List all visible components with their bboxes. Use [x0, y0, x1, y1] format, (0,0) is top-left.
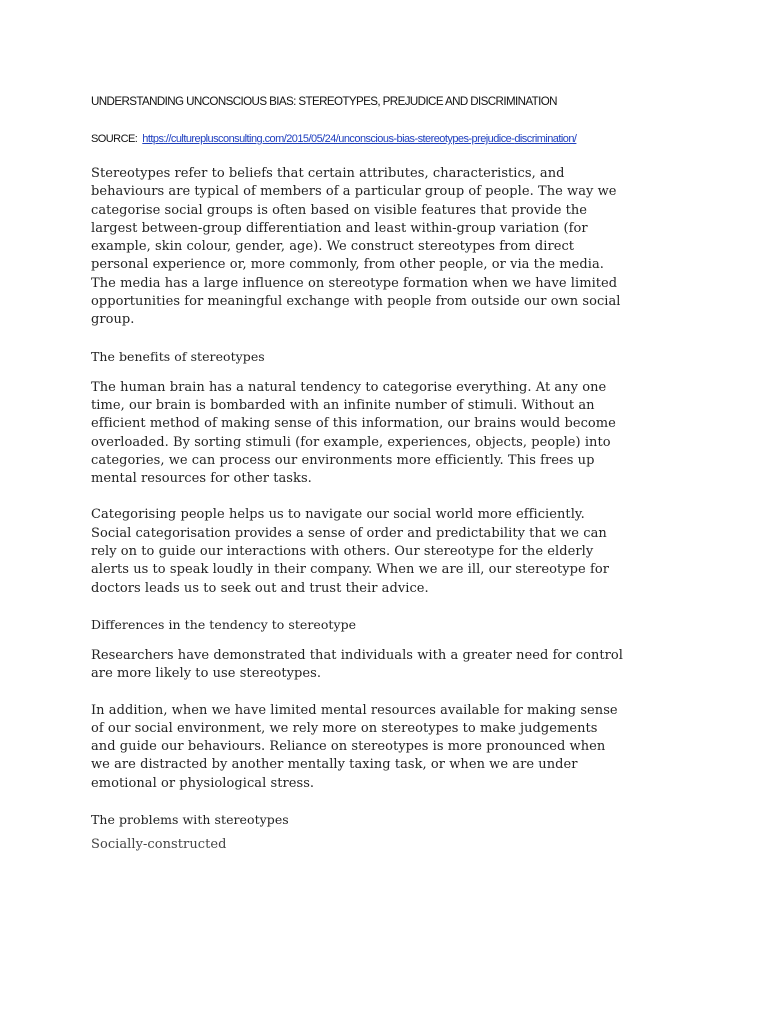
text-line: mental resources for other tasks. [91, 471, 312, 487]
text-line: are more likely to use stereotypes. [91, 666, 322, 682]
document-page [91, 95, 687, 854]
subheading-socially-constructed: Socially-constructed [91, 837, 227, 853]
source-url-part-1[interactable]: https://cultureplusconsulting.com/2015/05/24/unconscious-bias-stereotypes-prejudice- [142, 133, 515, 145]
text-line: The media has a large influence on stereotype formation when we have limited [91, 275, 618, 291]
text-line: group. [91, 312, 135, 328]
document-title: UNDERSTANDING UNCONSCIOUS BIAS: STEREOTYPES, PREJUDICE AND DISCRIMINATION [91, 95, 557, 108]
text-line: The human brain has a natural tendency to categorise everything. At any one [91, 379, 607, 395]
source-link[interactable] [142, 133, 576, 145]
text-line: alerts us to speak loudly in their company. When we are ill, our stereotype for [91, 562, 609, 578]
text-line: categorise social groups is often based on visible features that provide the [91, 202, 588, 218]
text-line: In addition, when we have limited mental resources available for making sense [91, 702, 618, 718]
paragraph-stereotypes-definition [91, 165, 687, 330]
text-line: behaviours are typical of members of a particular group of people. The way we [91, 184, 617, 200]
text-line: of our social environment, we rely more on stereotypes to make judgements [91, 720, 598, 736]
section-heading-differences: Differences in the tendency to stereotype [91, 616, 357, 632]
text-line: categories, we can process our environments more efficiently. This frees up [91, 452, 595, 468]
text-line: efficient method of making sense of this information, our brains would become [91, 416, 616, 432]
text-line: rely on to guide our interactions with others. Our stereotype for the elderly [91, 544, 594, 560]
text-line: and guide our behaviours. Reliance on stereotypes is more pronounced when [91, 739, 606, 755]
text-line: largest between-group differentiation and least within-group variation (for [91, 220, 588, 236]
paragraph-categorising-people [91, 506, 687, 597]
source-url-part-2[interactable]: discrimination/ [514, 133, 577, 145]
text-line: overloaded. By sorting stimuli (for example, experiences, objects, people) into [91, 434, 611, 450]
text-line: time, our brain is bombarded with an infinite number of stimuli. Without an [91, 397, 595, 413]
text-line: opportunities for meaningful exchange with people from outside our own social [91, 294, 621, 310]
text-line: we are distracted by another mentally taxing task, or when we are under [91, 757, 578, 773]
text-line: Categorising people helps us to navigate our social world more efficiently. [91, 507, 585, 523]
text-line: emotional or physiological stress. [91, 775, 315, 791]
text-line: Stereotypes refer to beliefs that certain attributes, characteristics, and [91, 166, 565, 181]
section-heading-problems: The problems with stereotypes [91, 812, 289, 828]
text-line: doctors leads us to seek out and trust their advice. [91, 580, 429, 596]
paragraph-researchers [91, 647, 687, 684]
paragraph-limited-resources [91, 702, 687, 793]
text-line: example, skin colour, gender, age). We construct stereotypes from direct [91, 239, 575, 255]
text-line: Researchers have demonstrated that individuals with a greater need for control [91, 647, 624, 663]
section-heading-benefits: The benefits of stereotypes [91, 348, 265, 364]
text-line: personal experience or, more commonly, from other people, or via the media. [91, 257, 604, 273]
paragraph-brain-categorise [91, 379, 687, 489]
source-line [91, 131, 631, 147]
source-label: SOURCE: [91, 133, 138, 145]
text-line: Social categorisation provides a sense of order and predictability that we can [91, 525, 607, 541]
